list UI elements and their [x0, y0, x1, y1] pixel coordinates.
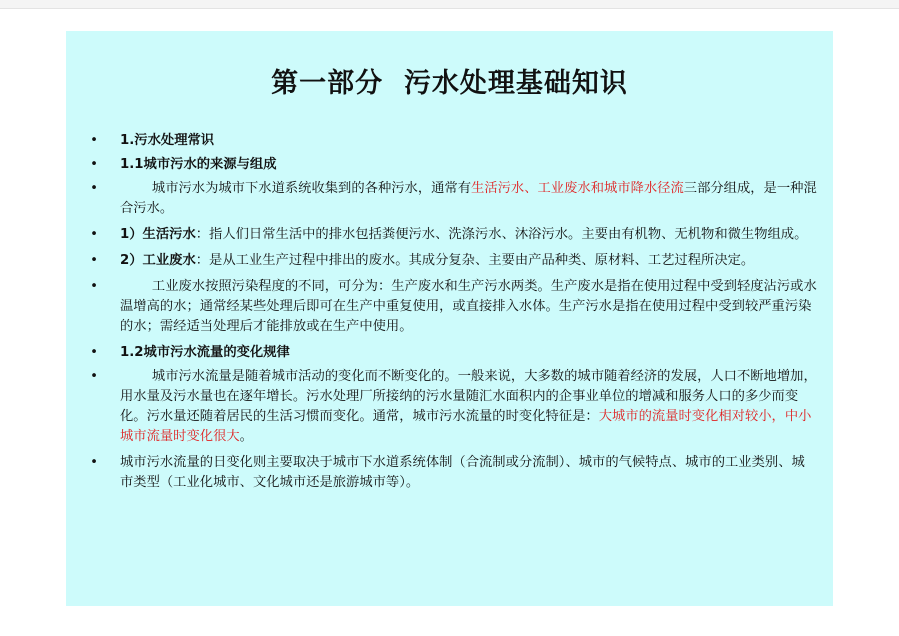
section-heading: 1.污水处理常识 — [120, 133, 215, 148]
list-item — [88, 343, 818, 363]
paragraph-text: 工业废水按照污染程度的不同，可分为：生产废水和生产污水两类。生产废水是指在使用过程中受到轻度沾污或水温增高的水；通常经某些处理后即可在生产中重复使用，或直接排入水体。生产污水是指在使用过程中受到较严重污染的水；需经适当处理后才能排放或在生产中使用。 — [120, 279, 817, 334]
bullet-icon: • — [90, 133, 98, 148]
paragraph-text: 城市污水流量是随着城市活动的变化而不断变化的。一般来说，大多数的城市随着经济的发展，人口不断地增加，用水量及污水量也在逐年增长。污水处理厂所接纳的污水量随汇水面积内的企事业单位的增减和服务人口的多少而变化。污水量还随着居民的生活习惯而变化。通常，城市污水流量的时变化特征是： — [120, 369, 817, 424]
list-item — [88, 277, 818, 337]
bullet-icon: • — [90, 369, 98, 384]
paragraph-text: ：指人们日常生活中的排水包括粪便污水、洗涤污水、沐浴污水。主要由有机物、无机物和微生物组成。 — [195, 227, 808, 242]
paragraph-text: 三部分组成，是一种混合污水。 — [120, 181, 817, 216]
paragraph-text: 。 — [239, 429, 253, 444]
list-item — [88, 367, 818, 447]
list-item — [88, 251, 818, 271]
section-heading: 1.2城市污水流量的变化规律 — [120, 345, 290, 360]
bullet-icon: • — [90, 279, 98, 294]
highlighted-text: 生活污水、工业废水和城市降水径流 — [471, 181, 684, 196]
list-item — [88, 179, 818, 219]
bullet-icon: • — [90, 227, 98, 242]
list-item — [88, 453, 818, 493]
bullet-icon: • — [90, 253, 98, 268]
paragraph — [120, 367, 818, 447]
bullet-icon: • — [90, 345, 98, 360]
bullet-icon: • — [90, 157, 98, 172]
section-heading: 1.1城市污水的来源与组成 — [120, 157, 277, 172]
bullet-list — [88, 131, 818, 499]
paragraph — [120, 179, 818, 219]
list-item — [88, 225, 818, 245]
bullet-icon: • — [90, 455, 98, 470]
term-label: 1）生活污水 — [120, 227, 196, 242]
slide-page — [66, 31, 833, 606]
highlighted-text: 大城市的流量时变化相对较小，中小城市流量时变化很大 — [120, 409, 812, 444]
page-title: 第一部分 污水处理基础知识 — [271, 68, 628, 99]
paragraph-text: 城市污水为城市下水道系统收集到的各种污水，通常有 — [151, 181, 472, 196]
paragraph-text: 城市污水流量的日变化则主要取决于城市下水道系统体制（合流制或分流制）、城市的气候特点、城市的工业类别、城市类型（工业化城市、文化城市还是旅游城市等）。 — [120, 455, 805, 490]
paragraph-text: ：是从工业生产过程中排出的废水。其成分复杂、主要由产品种类、原材料、工艺过程所决定。 — [195, 253, 755, 268]
paragraph — [120, 225, 818, 245]
bullet-icon: • — [90, 181, 98, 196]
term-label: 2）工业废水 — [120, 253, 196, 268]
paragraph — [120, 251, 818, 271]
list-item — [88, 155, 818, 175]
viewer-top-bar — [0, 0, 899, 9]
list-item — [88, 131, 818, 151]
